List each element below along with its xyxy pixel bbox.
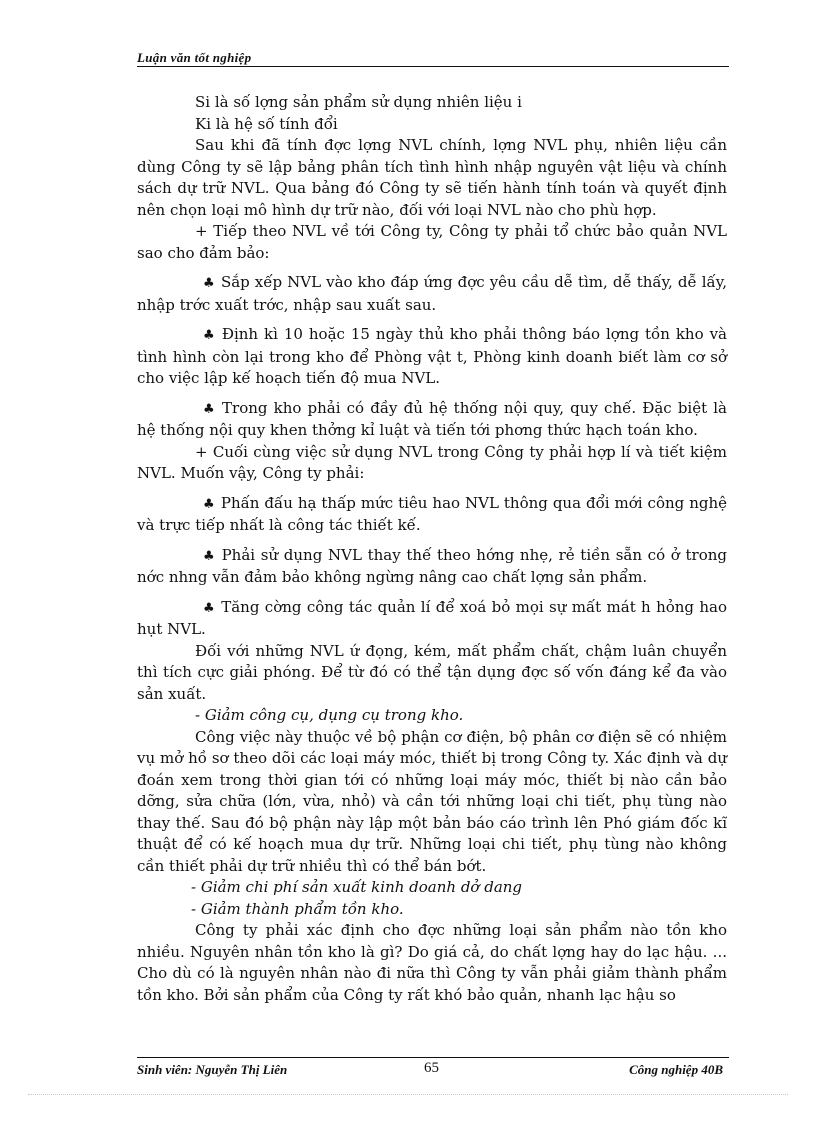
- club-bullet-icon: ♣: [203, 600, 216, 616]
- bullet-text: Tăng cờng công tác quản lí để xoá bỏ mọi sự mất mát h hỏng hao hụt NVL.: [137, 597, 727, 638]
- paragraph: Đối với những NVL ứ đọng, kém, mất phẩm chất, chậm luân chuyển thì tích cực giải phóng. Để từ đó có thể tận dụng đợc số vốn đáng kể đa vào sản xuất.: [137, 641, 727, 703]
- italic-heading: - Giảm công cụ, dụng cụ trong kho.: [195, 706, 464, 724]
- bullet-item: [137, 398, 727, 442]
- bullet-text: Phải sử dụng NVL thay thế theo hớng nhẹ, rẻ tiền sẵn có ở trong nớc nhng vẫn đảm bảo không ngừng nâng cao chất lợng sản phẩm.: [137, 545, 728, 586]
- bullet-item: [137, 493, 727, 537]
- paragraph: Si là số lợng sản phẩm sử dụng nhiên liệu i: [195, 93, 522, 111]
- club-bullet-icon: ♣: [203, 401, 217, 417]
- header-title: Luận văn tốt nghiệp: [137, 50, 252, 65]
- bullet-item: [137, 545, 727, 589]
- bullet-item: [137, 272, 727, 316]
- paragraph: Ki là hệ số tính đổi: [195, 114, 338, 133]
- club-bullet-icon: ♣: [203, 328, 216, 343]
- italic-heading: - Giảm chi phí sản xuất kinh doanh dở dang: [191, 878, 523, 896]
- bullet-text: Trong kho phải có đầy đủ hệ thống nội quy, quy chế. Đặc biệt là hệ thống nội quy khen thởng kỉ luật và tiến tới phơng thức hạch toán kho.: [137, 398, 727, 439]
- bullet-text: Phấn đấu hạ thấp mức tiêu hao NVL thông qua đổi mới công nghệ và trực tiếp nhất là công tác thiết kế.: [137, 493, 727, 534]
- page-footer: [137, 1060, 729, 1080]
- paragraph: Sau khi đã tính đợc lợng NVL chính, lợng NVL phụ, nhiên liệu cần dùng Công ty sẽ lập bảng phân tích tình hình nhập nguyên vật liệu và chính sách dự trữ NVL. Qua bảng đó Công ty sẽ tiến hành tính toán và quyết định nên chọn loại mô hình dự trữ nào, đối với loại NVL nào cho phù hợp.: [137, 136, 727, 219]
- club-bullet-icon: ♣: [203, 276, 215, 291]
- paragraph: Công việc này thuộc về bộ phận cơ điện, bộ phân cơ điện sẽ có nhiệm vụ mở hồ sơ theo dõi các loại máy móc, thiết bị trong Công ty. Xác định và dự đoán xem trong thời gian tới có những loại máy móc, thiết bị nào cần bảo dỡng, sửa chữa (lớn, vừa, nhỏ) và cần tới những loại chi tiết, phụ tùng nào thay thế. Sau đó bộ phận này lập một bản báo cáo trình lên Phó giám đốc kĩ thuật để có kế hoạch mua dự trữ. Những loại chi tiết, phụ tùng nào không cần thiết phải dự trữ nhiều thì có thể bán bớt.: [137, 727, 727, 875]
- footer-class: Công nghiệp 40B: [629, 1062, 723, 1077]
- page-number: 65: [424, 1060, 439, 1076]
- footer-student: Sinh viên: Nguyễn Thị Liên: [137, 1062, 288, 1077]
- paragraph: + Tiếp theo NVL về tới Công ty, Công ty phải tổ chức bảo quản NVL sao cho đảm bảo:: [137, 222, 727, 262]
- club-bullet-icon: ♣: [203, 496, 215, 512]
- paragraph: + Cuối cùng việc sử dụng NVL trong Công ty phải hợp lí và tiết kiệm NVL. Muốn vậy, Công ty phải:: [137, 442, 727, 482]
- footer-divider: [137, 1057, 729, 1058]
- bullet-item: [137, 597, 727, 641]
- bullet-text: Định kì 10 hoặc 15 ngày thủ kho phải thông báo lợng tồn kho và tình hình còn lại trong kho để Phòng vật t, Phòng kinh doanh biết làm cơ sở cho việc lập kế hoạch tiến độ mua NVL.: [137, 325, 727, 387]
- italic-heading: - Giảm thành phẩm tồn kho.: [191, 899, 404, 918]
- club-bullet-icon: ♣: [203, 548, 216, 564]
- bullet-item: [137, 324, 727, 390]
- bullet-text: Sắp xếp NVL vào kho đáp ứng đợc yêu cầu dễ tìm, dễ thấy, dễ lấy, nhập trớc xuất trớc, nhập sau xuất sau.: [137, 273, 727, 314]
- page-edge-divider: [28, 1094, 788, 1095]
- page-header: [137, 48, 729, 67]
- paragraph: Công ty phải xác định cho đợc những loại sản phẩm nào tồn kho nhiều. Nguyên nhân tồn kho là gì? Do giá cả, do chất lợng hay do lạc hậu. ... Cho dù có là nguyên nhân nào đi nữa thì Công ty vẫn phải giảm thành phẩm tồn kho. Bởi sản phẩm của Công ty rất khó bảo quản, nhanh lạc hậu so: [137, 921, 727, 1004]
- page-body: [137, 92, 727, 1006]
